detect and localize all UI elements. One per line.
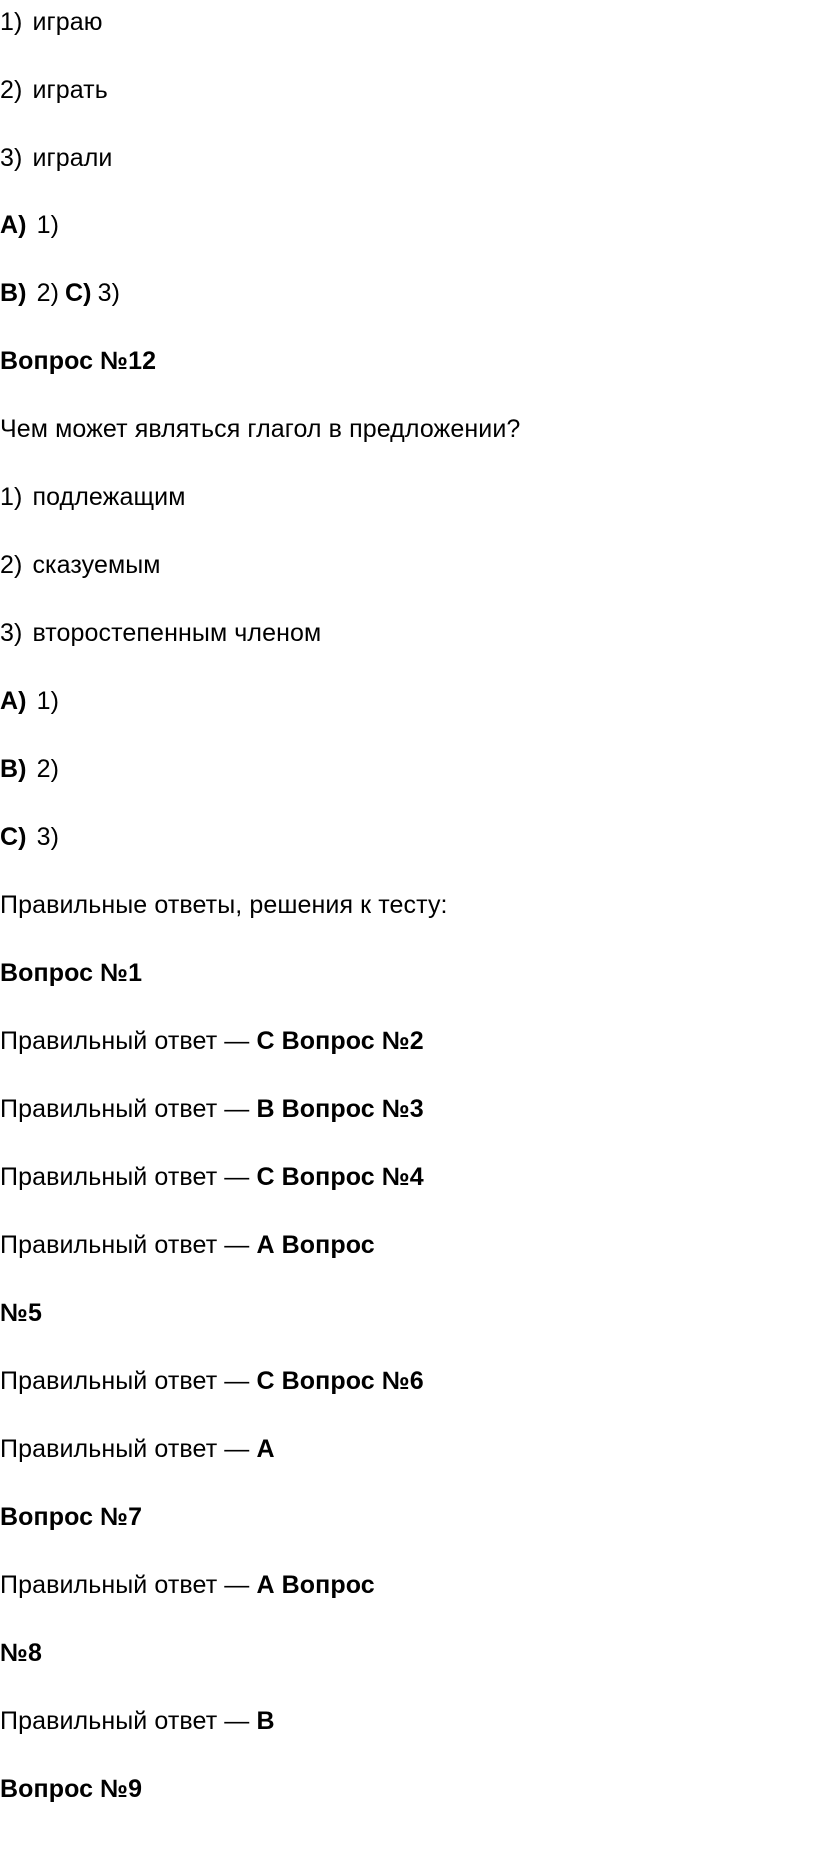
answer-value: 3) bbox=[36, 823, 60, 851]
solution-line bbox=[0, 1366, 424, 1396]
option-text: играть bbox=[32, 76, 108, 104]
option-item bbox=[0, 7, 103, 37]
answer-letter: B bbox=[256, 1707, 275, 1735]
solution-line bbox=[0, 1230, 375, 1260]
solution-line bbox=[0, 1094, 424, 1124]
answer-letter: C bbox=[256, 1027, 275, 1055]
solution-line bbox=[0, 1026, 424, 1056]
answer-choice-row bbox=[0, 278, 120, 308]
solution-line bbox=[0, 1162, 424, 1192]
option-text: второстепенным членом bbox=[32, 619, 322, 647]
answer-letter: A bbox=[256, 1571, 275, 1599]
answer-prefix: Правильный ответ — bbox=[0, 1435, 250, 1463]
option-item bbox=[0, 75, 108, 105]
question-number: №8 bbox=[0, 1639, 42, 1667]
answer-prefix: Правильный ответ — bbox=[0, 1707, 250, 1735]
option-item bbox=[0, 618, 321, 648]
answer-choice bbox=[0, 754, 59, 784]
answer-prefix: Правильный ответ — bbox=[0, 1231, 250, 1259]
answer-value: 2) bbox=[36, 755, 60, 783]
answer-value: 1) bbox=[36, 211, 60, 239]
option-item bbox=[0, 550, 161, 580]
answer-prefix: Правильный ответ — bbox=[0, 1571, 250, 1599]
answer-label: B) bbox=[0, 279, 27, 307]
option-number: 1) bbox=[0, 483, 23, 511]
answer-label: A) bbox=[0, 211, 27, 239]
solution-line bbox=[0, 1434, 275, 1464]
question-heading: Вопрос №1 bbox=[0, 959, 143, 987]
solution-line bbox=[0, 1570, 375, 1600]
answer-value: 1) bbox=[36, 687, 60, 715]
option-number: 2) bbox=[0, 76, 23, 104]
answer-choice bbox=[0, 686, 59, 716]
option-item bbox=[0, 143, 112, 173]
answer-prefix: Правильный ответ — bbox=[0, 1367, 250, 1395]
question-number: №5 bbox=[0, 1299, 42, 1327]
answer-letter: B bbox=[256, 1095, 275, 1123]
answer-letter: C bbox=[256, 1367, 275, 1395]
question-heading: Вопрос №9 bbox=[0, 1775, 143, 1803]
answer-letter: C bbox=[256, 1163, 275, 1191]
option-number: 1) bbox=[0, 8, 23, 36]
question-heading: Вопрос №3 bbox=[281, 1095, 424, 1123]
answer-value: 3) bbox=[97, 279, 121, 307]
answer-choice bbox=[0, 822, 59, 852]
solutions-intro: Правильные ответы, решения к тесту: bbox=[0, 891, 448, 919]
question-text: Чем может являться глагол в предложении? bbox=[0, 415, 521, 443]
question-heading: Вопрос №4 bbox=[281, 1163, 424, 1191]
answer-prefix: Правильный ответ — bbox=[0, 1163, 250, 1191]
answer-choice bbox=[0, 210, 59, 240]
option-number: 3) bbox=[0, 619, 23, 647]
answer-value: 2) bbox=[36, 279, 60, 307]
answer-label: C) bbox=[0, 823, 27, 851]
question-heading: Вопрос bbox=[281, 1231, 375, 1259]
answer-letter: A bbox=[256, 1231, 275, 1259]
option-item bbox=[0, 482, 185, 512]
answer-label: B) bbox=[0, 755, 27, 783]
question-heading: Вопрос №12 bbox=[0, 347, 157, 375]
question-heading: Вопрос bbox=[281, 1571, 375, 1599]
option-number: 2) bbox=[0, 551, 23, 579]
option-text: играю bbox=[32, 8, 103, 36]
option-text: подлежащим bbox=[32, 483, 186, 511]
question-heading: Вопрос №7 bbox=[0, 1503, 143, 1531]
answer-label: A) bbox=[0, 687, 27, 715]
question-heading: Вопрос №2 bbox=[281, 1027, 424, 1055]
option-text: сказуемым bbox=[32, 551, 161, 579]
option-number: 3) bbox=[0, 144, 23, 172]
answer-label: C) bbox=[65, 279, 92, 307]
option-text: играли bbox=[32, 144, 113, 172]
answer-letter: A bbox=[256, 1435, 275, 1463]
solution-line bbox=[0, 1706, 275, 1736]
answer-prefix: Правильный ответ — bbox=[0, 1027, 250, 1055]
answer-prefix: Правильный ответ — bbox=[0, 1095, 250, 1123]
question-heading: Вопрос №6 bbox=[281, 1367, 424, 1395]
